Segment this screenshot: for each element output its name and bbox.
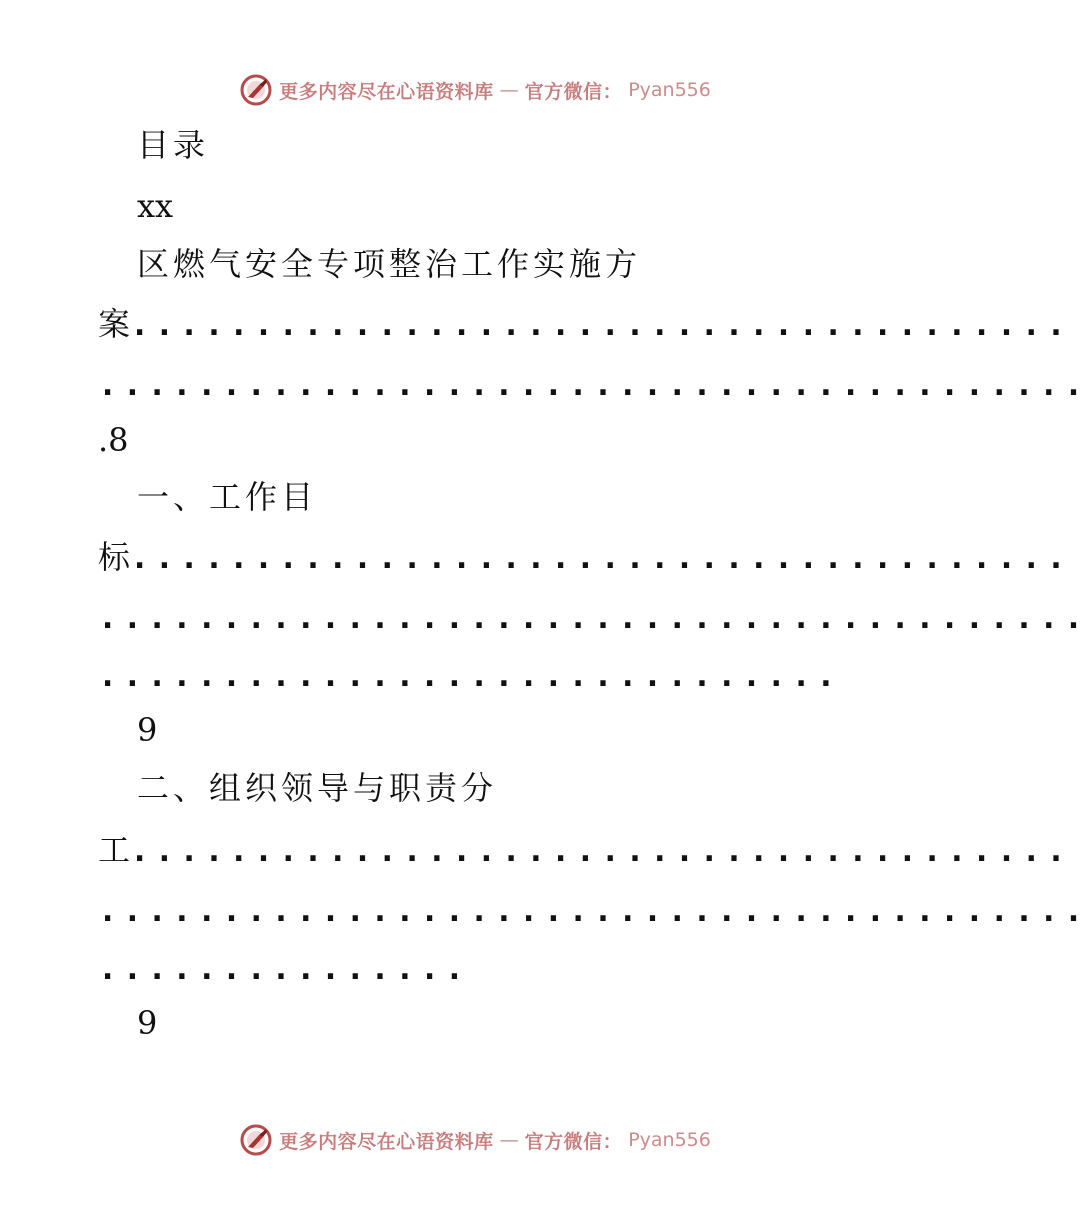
watermark-text: 更多内容尽在心语资料库: [279, 1130, 494, 1153]
toc-entry-char: 工: [98, 831, 131, 869]
toc-leader-dots-line: ........................................: [98, 365, 1089, 403]
watermark-text: 更多内容尽在心语资料库: [279, 80, 494, 103]
toc-leader-dots-line: ...............: [98, 949, 470, 987]
toc-leader-dots: ......................................: [130, 305, 1072, 343]
toc-entry-section-1: 一、工作目: [137, 478, 318, 516]
toc-leader-dots: ......................................: [130, 538, 1072, 576]
footer-watermark: [0, 1120, 950, 1160]
header-watermark: [0, 70, 950, 110]
watermark-separator: —: [499, 79, 519, 101]
watermark-account: Pyan556: [628, 1129, 711, 1151]
toc-page-number: 9: [137, 1004, 158, 1042]
toc-page-number: 9: [137, 711, 158, 749]
watermark-account: Pyan556: [628, 79, 711, 101]
toc-entry-section-2: 二、组织领导与职责分: [137, 769, 498, 807]
toc-entry-continuation: [98, 830, 1071, 870]
toc-line-1: xx: [137, 187, 174, 225]
toc-leader-dots-line: ........................................: [98, 891, 1089, 929]
toc-leader-dots: ......................................: [130, 831, 1072, 869]
toc-entry-char: 案: [98, 305, 131, 343]
toc-heading: 目录: [137, 126, 210, 164]
toc-entry-char: 标: [98, 538, 131, 576]
pen-nib-circle-icon: [239, 73, 273, 107]
watermark-wechat-label: 官方微信：: [524, 80, 623, 103]
toc-page-number: .8: [98, 421, 129, 459]
toc-entry-title: 区燃气安全专项整治工作实施方: [137, 245, 642, 283]
toc-entry-continuation: [98, 537, 1071, 577]
toc-entry-continuation: [98, 304, 1071, 344]
watermark-separator: —: [499, 1129, 519, 1151]
toc-leader-dots-line: ..............................: [98, 656, 841, 694]
toc-leader-dots-line: ........................................: [98, 598, 1089, 636]
pen-nib-circle-icon: [239, 1123, 273, 1157]
watermark-wechat-label: 官方微信：: [524, 1130, 623, 1153]
